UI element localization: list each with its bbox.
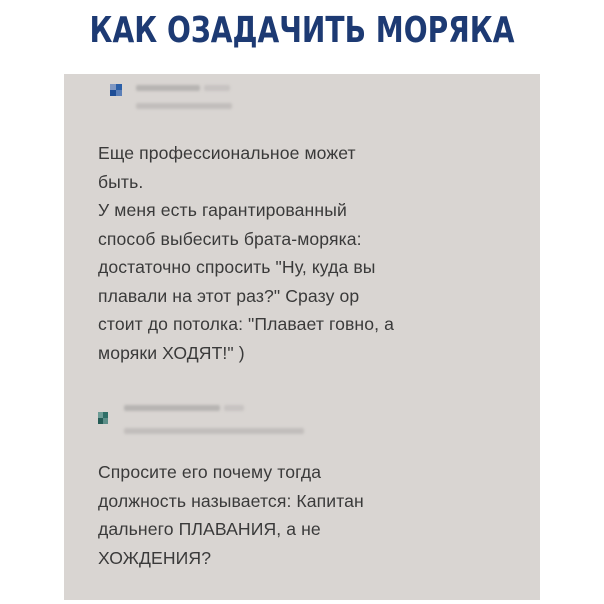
comment-1-text: Еще профессиональное может быть. У меня есть гарантированный способ выбесить брата-моряка: достаточно спросить "Ну, куда вы плавали на этот раз?" Сразу ор стоит до потолка: "Плавает говно, а моряки ХОДЯТ!" ) [98,143,394,363]
timestamp-blurred-2 [124,428,304,434]
avatar-1[interactable] [110,84,122,96]
username-blurred-1 [136,85,200,91]
username-blurred-2 [124,405,220,411]
meta-blurred-2 [224,405,244,411]
avatar-2[interactable] [98,412,108,424]
comment-2-text: Спросите его почему тогда должность называется: Капитан дальнего ПЛАВАНИЯ, а не ХОЖДЕНИЯ? [98,462,364,568]
meta-blurred-1 [204,85,230,91]
headline: КАК ОЗАДАЧИТЬ МОРЯКА [89,10,515,51]
comments-card [64,74,540,600]
timestamp-blurred-1 [136,103,232,109]
